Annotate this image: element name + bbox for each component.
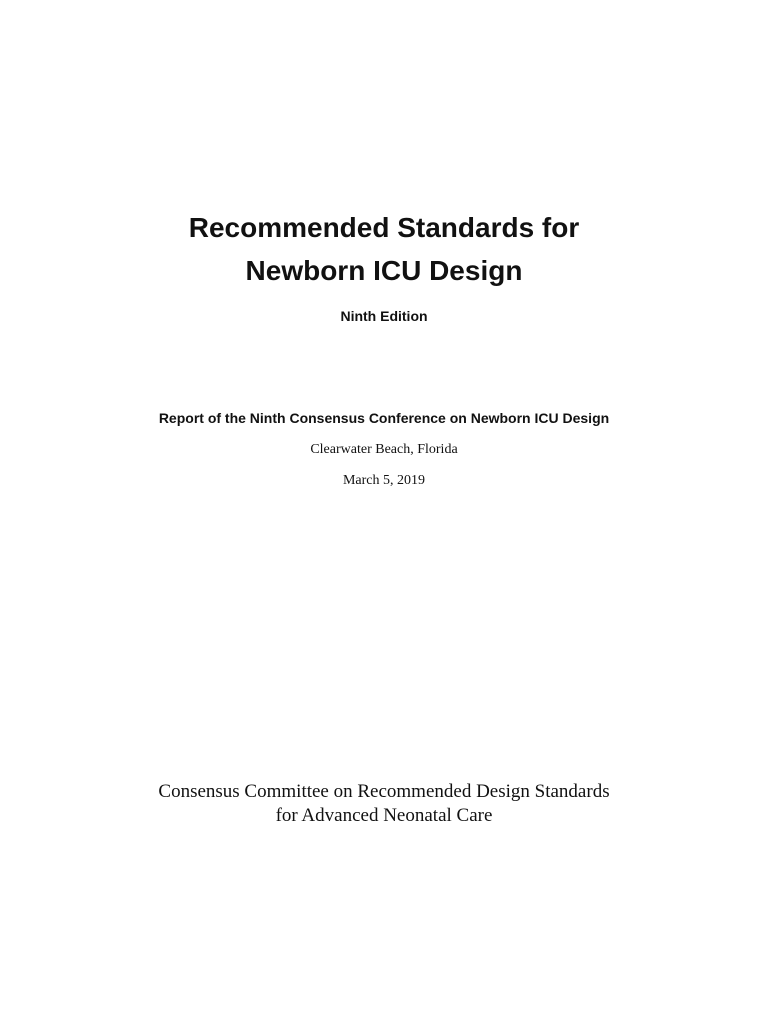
conference-date: March 5, 2019 bbox=[342, 473, 426, 488]
document-title-line-1: Recommended Standards for bbox=[188, 212, 580, 243]
edition-label: Ninth Edition bbox=[340, 308, 428, 324]
report-heading: Report of the Ninth Consensus Conference on Newborn ICU Design bbox=[158, 410, 610, 426]
conference-location: Clearwater Beach, Florida bbox=[310, 442, 458, 457]
document-title-line-2: Newborn ICU Design bbox=[245, 255, 523, 286]
committee-name-line-1: Consensus Committee on Recommended Design Standards bbox=[158, 781, 610, 802]
committee-name-line-2: for Advanced Neonatal Care bbox=[275, 805, 493, 826]
